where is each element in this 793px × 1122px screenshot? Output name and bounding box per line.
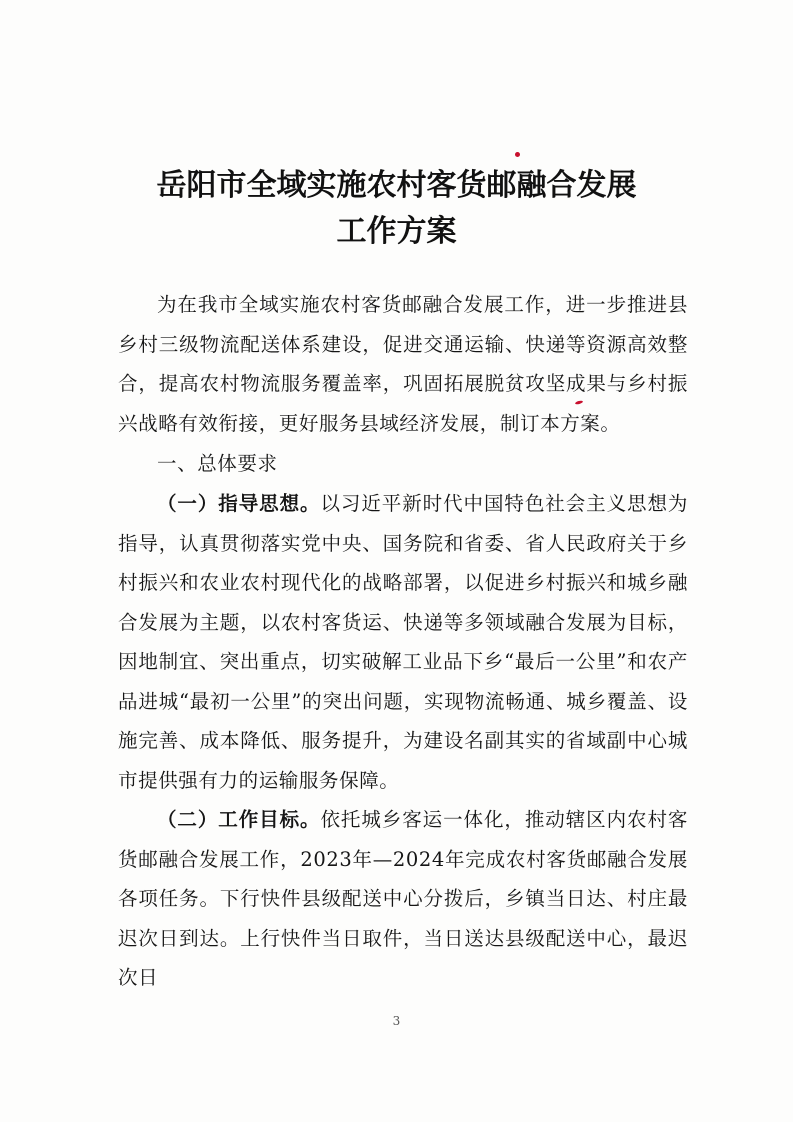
document-title-line2: 工作方案 xyxy=(336,214,457,249)
page-number: 3 xyxy=(392,1014,401,1028)
guiding-ideology-heading: （一）指导思想。 xyxy=(157,492,321,515)
intro-paragraph: 为在我市全域实施农村客货邮融合发展工作，进一步推进县乡村三级物流配送体系建设，促进交通运输、快递等资源高效整合，提高农村物流服务覆盖率，巩固拓展脱贫攻坚成果与乡村振兴战略有效衔接，更好服务县域经济发展，制订本方案。 xyxy=(118,293,688,435)
work-goal-paragraph xyxy=(118,800,688,998)
document-title-line1: 岳阳市全域实施农村客货邮融合发展 xyxy=(156,168,637,203)
work-goal-text: 依托城乡客运一体化，推动辖区内农村客货邮融合发展工作，2023年—2024年完成农村客货邮融合发展各项任务。下行快件县级配送中心分拨后，乡镇当日达、村庄最迟次日到达。上行快件当日取件，当日送达县级配送中心，最迟次日 xyxy=(118,808,688,989)
guiding-ideology-paragraph xyxy=(118,484,688,800)
section1-heading: 一、总体要求 xyxy=(157,452,278,475)
red-ink-mark xyxy=(515,152,520,157)
work-goal-heading: （二）工作目标。 xyxy=(157,808,321,831)
guiding-ideology-text: 以习近平新时代中国特色社会主义思想为指导，认真贯彻落实党中央、国务院和省委、省人民政府关于乡村振兴和农业农村现代化的战略部署，以促进乡村振兴和城乡融合发展为主题，以农村客货运、快递等多领域融合发展为目标，因地制宜、突出重点，切实破解工业品下乡“最后一公里”和农产品进城“最初一公里”的突出问题，实现物流畅通、城乡覆盖、设施完善、成本降低、服务提升，为建设名副其实的省域副中心城市提供强有力的运输服务保障。 xyxy=(118,492,688,792)
